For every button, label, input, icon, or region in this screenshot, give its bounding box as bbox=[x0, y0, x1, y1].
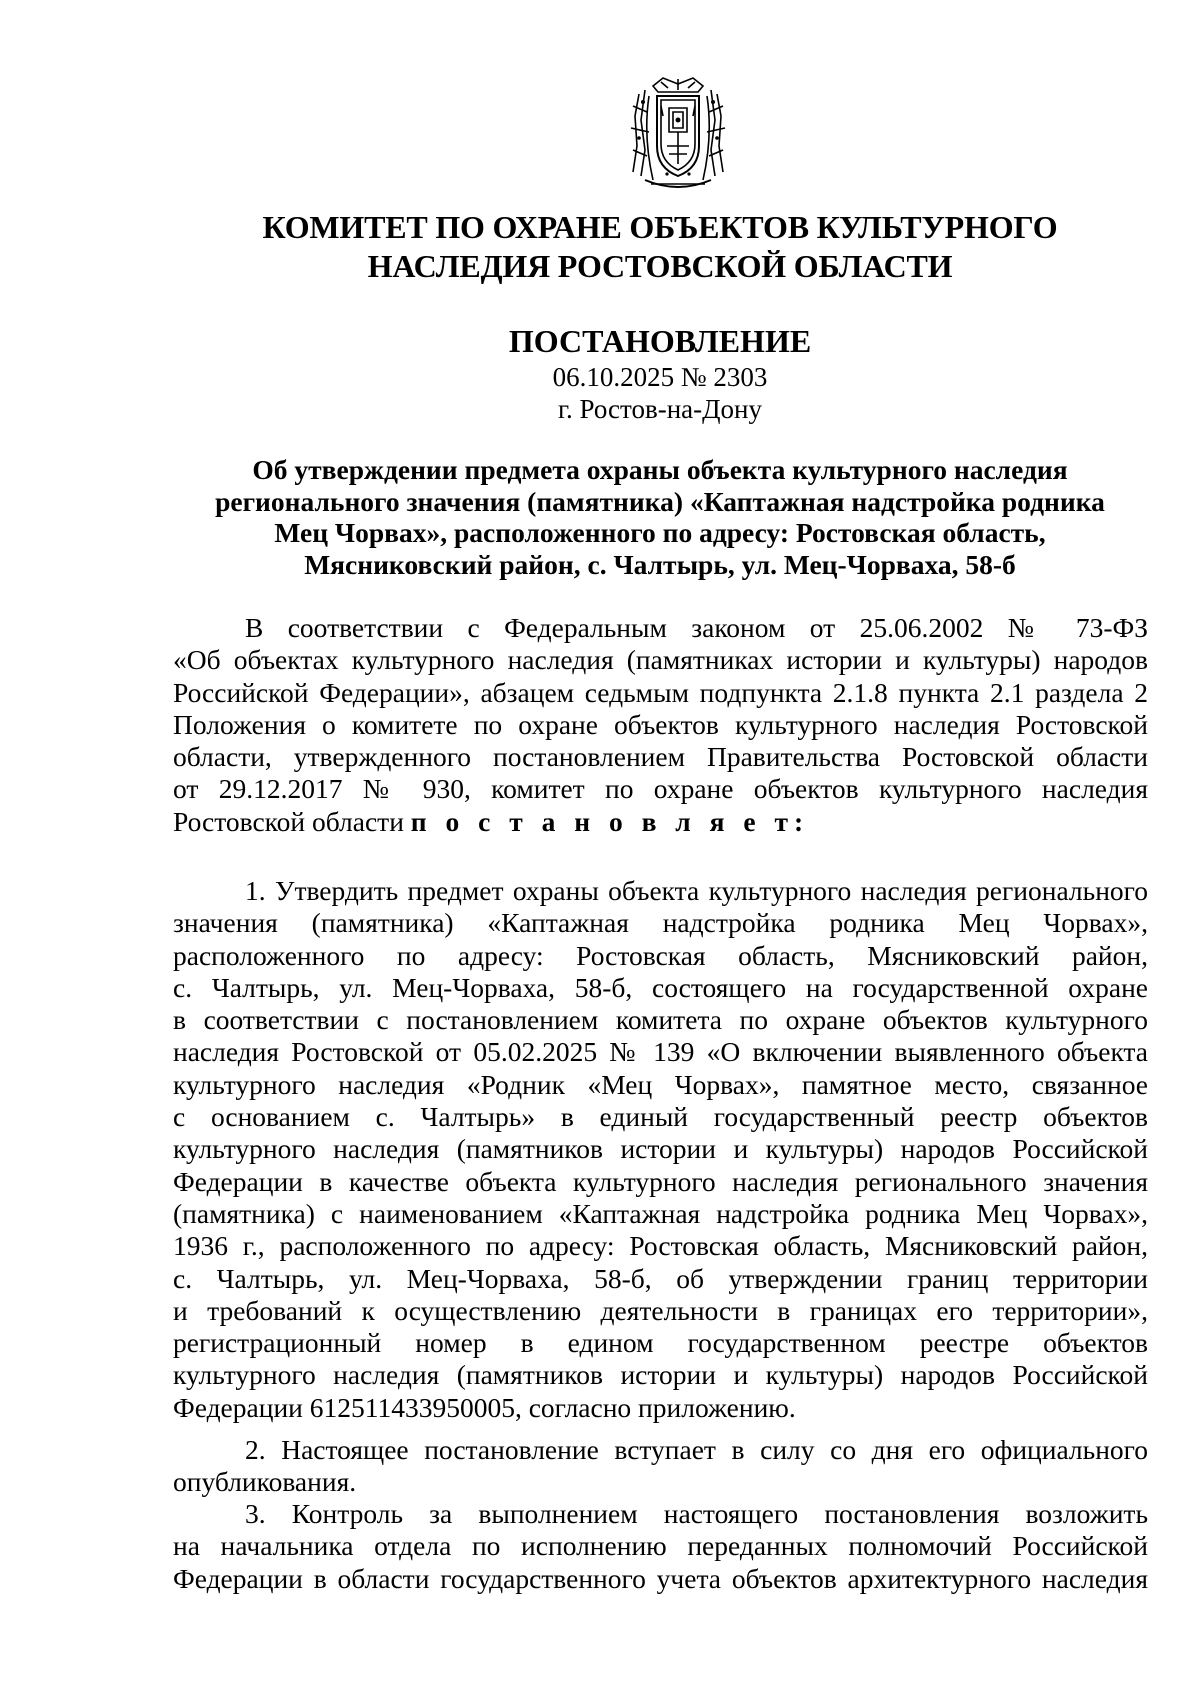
coat-of-arms-emblem bbox=[623, 76, 733, 191]
paragraph-line: с. Чалтырь, ул. Мец-Чорваха, 58-б, состоящего на государственной охране bbox=[173, 971, 1148, 1003]
paragraph-line: с. Чалтырь, ул. Мец-Чорваха, 58-б, об утверждении границ территории bbox=[173, 1262, 1148, 1294]
paragraph-line: 2. Настоящее постановление вступает в силу со дня его официального bbox=[245, 1434, 1148, 1465]
paragraph-line: Федерации в области государственного учета объектов архитектурного наследия bbox=[173, 1562, 1148, 1594]
subject-line: Об утверждении предмета охраны объекта культурного наследия bbox=[252, 454, 1068, 485]
paragraph-line: культурного наследия «Родник «Мец Чорвах», памятное место, связанное bbox=[173, 1068, 1148, 1100]
paragraph-line: и требований к осуществлению деятельности в границах его территории», bbox=[173, 1294, 1148, 1326]
paragraph-line bbox=[173, 806, 1148, 838]
organization-title-line: КОМИТЕТ ПО ОХРАНЕ ОБЪЕКТОВ КУЛЬТУРНОГО bbox=[262, 209, 1058, 245]
paragraph-line: области, утвержденного постановлением Правительства Ростовской области bbox=[173, 741, 1148, 773]
paragraph-line: на начальника отдела по исполнению переданных полномочий Российской bbox=[173, 1530, 1148, 1562]
paragraph-line: расположенного по адресу: Ростовская область, Мясниковский район, bbox=[173, 939, 1148, 971]
item-2-paragraph bbox=[173, 1434, 1148, 1499]
paragraph-line: (памятника) с наименованием «Каптажная надстройка родника Мец Чорвах», bbox=[173, 1197, 1148, 1229]
paragraph-line: в соответствии с постановлением комитета по охране объектов культурного bbox=[173, 1004, 1148, 1036]
paragraph-line: культурного наследия (памятников истории и культуры) народов Российской bbox=[173, 1359, 1148, 1391]
paragraph-line: 1936 г., расположенного по адресу: Ростовская область, Мясниковский район, bbox=[173, 1230, 1148, 1262]
paragraph-line: наследия Ростовской от 05.02.2025 № 139 «О включении выявленного объекта bbox=[173, 1036, 1148, 1068]
item-1-paragraph bbox=[173, 875, 1148, 1424]
organization-title bbox=[160, 208, 1160, 286]
subject-line: регионального значения (памятника) «Каптажная надстройка родника bbox=[215, 485, 1105, 517]
subject-line: Мец Чорвах», расположенного по адресу: Ростовская область, bbox=[274, 517, 1046, 548]
document-city: г. Ростов-на-Дону bbox=[557, 394, 762, 424]
preamble-paragraph bbox=[173, 612, 1148, 838]
paragraph-line: Положения о комитете по охране объектов культурного наследия Ростовской bbox=[173, 708, 1148, 740]
paragraph-line: опубликования. bbox=[173, 1466, 357, 1498]
subject-line: Мясниковский район, с. Чалтырь, ул. Мец-Чорваха, 58-б bbox=[304, 548, 1016, 580]
document-subject bbox=[190, 454, 1130, 580]
document-date-number: 06.10.2025 № 2303 bbox=[552, 362, 768, 392]
paragraph-line: культурного наследия (памятников истории и культуры) народов Российской bbox=[173, 1133, 1148, 1165]
organization-title-line: НАСЛЕДИЯ РОСТОВСКОЙ ОБЛАСТИ bbox=[367, 248, 953, 284]
paragraph-line: «Об объектах культурного наследия (памятниках истории и культуры) народов bbox=[173, 644, 1148, 676]
paragraph-line: 3. Контроль за выполнением настоящего постановления возложить bbox=[245, 1498, 1148, 1529]
paragraph-line-text: Ростовской области bbox=[173, 805, 411, 837]
paragraph-line: значения (памятника) «Каптажная надстройка родника Мец Чорвах», bbox=[173, 907, 1148, 939]
paragraph-line: с основанием с. Чалтырь» в единый государственный реестр объектов bbox=[173, 1101, 1148, 1133]
paragraph-line: 1. Утвердить предмет охраны объекта культурного наследия регионального bbox=[245, 875, 1148, 906]
paragraph-line: Федерации 612511433950005, согласно приложению. bbox=[173, 1391, 796, 1423]
paragraph-line: регистрационный номер в едином государственном реестре объектов bbox=[173, 1327, 1148, 1359]
paragraph-line: Федерации в качестве объекта культурного наследия регионального значения bbox=[173, 1165, 1148, 1197]
document-type: ПОСТАНОВЛЕНИЕ bbox=[508, 323, 812, 359]
paragraph-line: В соответствии с Федеральным законом от 25.06.2002 № 73-ФЗ bbox=[245, 612, 1148, 643]
resolves-keyword: п о с т а н о в л я е т: bbox=[410, 805, 810, 837]
paragraph-line: Российской Федерации», абзацем седьмым подпункта 2.1.8 пункта 2.1 раздела 2 bbox=[173, 676, 1148, 708]
item-3-paragraph bbox=[173, 1498, 1148, 1595]
paragraph-line: от 29.12.2017 № 930, комитет по охране объектов культурного наследия bbox=[173, 773, 1148, 805]
